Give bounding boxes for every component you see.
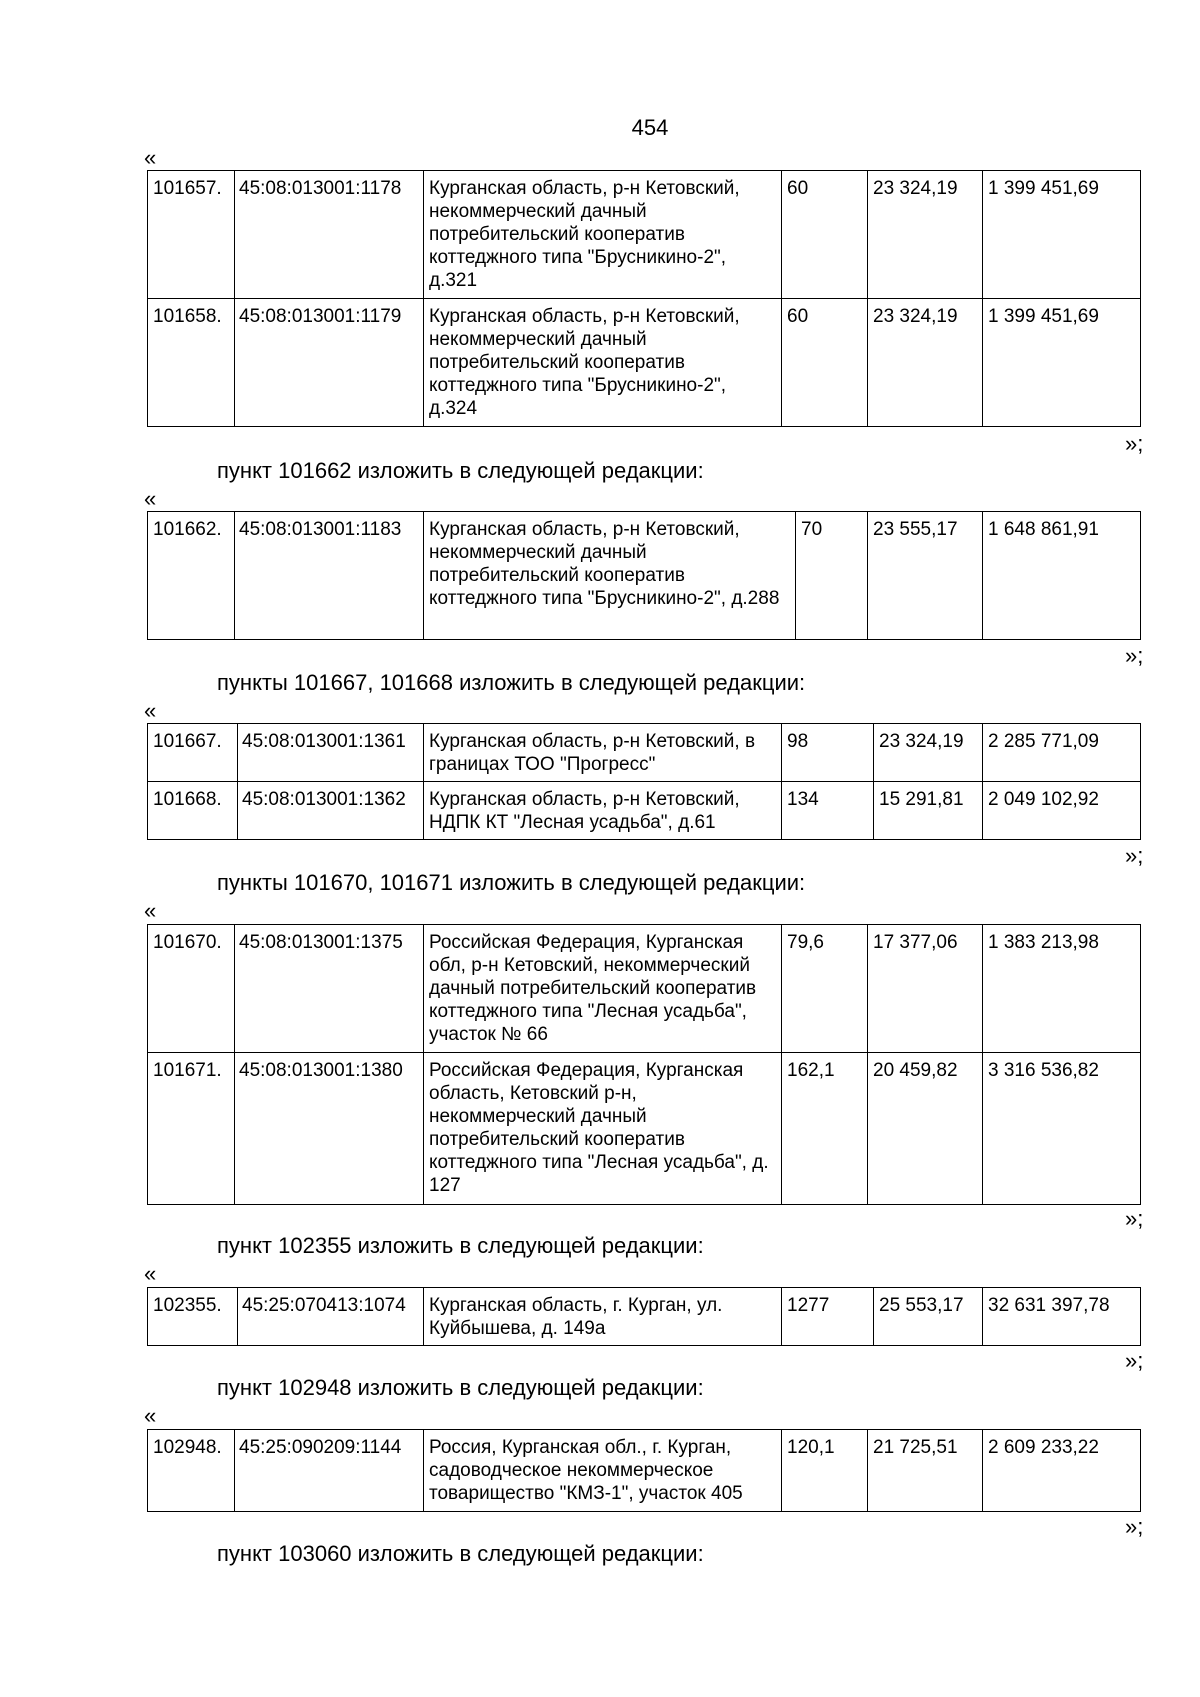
amendment-instruction: пункты 101670, 101671 изложить в следующей редакции:	[217, 870, 806, 895]
unit-value: 15 291,81	[874, 782, 983, 840]
cadastral-number: 45:08:013001:1375	[235, 925, 424, 1053]
item-number: 102948.	[148, 1430, 235, 1512]
area: 98	[782, 724, 874, 782]
total-value: 2 609 233,22	[983, 1430, 1141, 1512]
item-number: 101668.	[148, 782, 238, 840]
item-number: 101667.	[148, 724, 238, 782]
total-value: 32 631 397,78	[983, 1288, 1141, 1346]
amendment-instruction: пункты 101667, 101668 изложить в следующей редакции:	[217, 670, 806, 695]
area: 120,1	[782, 1430, 868, 1512]
address: Курганская область, р-н Кетовский, НДПК КТ "Лесная усадьба", д.61	[424, 782, 782, 840]
item-number: 102355.	[148, 1288, 238, 1346]
address: Курганская область, р-н Кетовский, некоммерческий дачный потребительский кооператив коттеджного типа "Брусникино-2", д.288	[424, 512, 796, 640]
close-quote: »;	[1125, 643, 1144, 668]
table-row	[148, 925, 1141, 1053]
open-quote: «	[144, 898, 157, 923]
table-row	[148, 782, 1141, 840]
open-quote: «	[144, 1261, 157, 1286]
cadastral-number: 45:25:070413:1074	[238, 1288, 424, 1346]
address: Россия, Курганская обл., г. Курган, садоводческое некоммерческое товарищество "КМЗ-1", участок 405	[424, 1430, 782, 1512]
registry-table	[147, 1429, 1141, 1512]
page-number: 454	[631, 115, 669, 140]
table-row	[148, 1430, 1141, 1512]
open-quote: «	[144, 1403, 157, 1428]
area: 60	[782, 299, 868, 427]
table-row	[148, 171, 1141, 299]
total-value: 1 399 451,69	[983, 299, 1141, 427]
registry-table	[147, 170, 1141, 427]
open-quote: «	[144, 486, 157, 511]
total-value: 2 285 771,09	[983, 724, 1141, 782]
cadastral-number: 45:25:090209:1144	[235, 1430, 424, 1512]
area: 162,1	[782, 1053, 868, 1205]
area: 70	[796, 512, 868, 640]
cadastral-number: 45:08:013001:1179	[235, 299, 424, 427]
area: 134	[782, 782, 874, 840]
amendment-instruction: пункт 102355 изложить в следующей редакции:	[217, 1233, 704, 1258]
address: Курганская область, р-н Кетовский, некоммерческий дачный потребительский кооператив коттеджного типа "Брусникино-2", д.321	[424, 171, 782, 299]
unit-value: 25 553,17	[874, 1288, 983, 1346]
unit-value: 21 725,51	[868, 1430, 983, 1512]
address: Курганская область, г. Курган, ул. Куйбышева, д. 149а	[424, 1288, 782, 1346]
area: 60	[782, 171, 868, 299]
registry-table	[147, 1287, 1141, 1346]
close-quote: »;	[1125, 431, 1144, 456]
unit-value: 20 459,82	[868, 1053, 983, 1205]
amendment-instruction: пункт 103060 изложить в следующей редакции:	[217, 1541, 704, 1566]
close-quote: »;	[1125, 1348, 1144, 1373]
item-number: 101671.	[148, 1053, 235, 1205]
unit-value: 23 324,19	[868, 171, 983, 299]
table-row	[148, 512, 1141, 640]
registry-table	[147, 723, 1141, 840]
cadastral-number: 45:08:013001:1178	[235, 171, 424, 299]
unit-value: 23 324,19	[874, 724, 983, 782]
address: Российская Федерация, Курганская область, Кетовский р-н, некоммерческий дачный потребительский кооператив коттеджного типа "Лесная усадьба", д. 127	[424, 1053, 782, 1205]
close-quote: »;	[1125, 1206, 1144, 1231]
cadastral-number: 45:08:013001:1361	[238, 724, 424, 782]
amendment-instruction: пункт 101662 изложить в следующей редакции:	[217, 458, 704, 483]
table-row	[148, 299, 1141, 427]
cadastral-number: 45:08:013001:1362	[238, 782, 424, 840]
unit-value: 23 324,19	[868, 299, 983, 427]
item-number: 101657.	[148, 171, 235, 299]
close-quote: »;	[1125, 843, 1144, 868]
total-value: 2 049 102,92	[983, 782, 1141, 840]
address: Курганская область, р-н Кетовский, в границах ТОО "Прогресс"	[424, 724, 782, 782]
address: Курганская область, р-н Кетовский, некоммерческий дачный потребительский кооператив коттеджного типа "Брусникино-2", д.324	[424, 299, 782, 427]
open-quote: «	[144, 698, 157, 723]
table-row	[148, 1053, 1141, 1205]
unit-value: 17 377,06	[868, 925, 983, 1053]
item-number: 101658.	[148, 299, 235, 427]
address: Российская Федерация, Курганская обл, р-н Кетовский, некоммерческий дачный потребительский кооператив коттеджного типа "Лесная усадьба", участок № 66	[424, 925, 782, 1053]
cadastral-number: 45:08:013001:1183	[235, 512, 424, 640]
total-value: 1 648 861,91	[983, 512, 1141, 640]
amendment-instruction: пункт 102948 изложить в следующей редакции:	[217, 1375, 704, 1400]
item-number: 101662.	[148, 512, 235, 640]
area: 79,6	[782, 925, 868, 1053]
total-value: 1 383 213,98	[983, 925, 1141, 1053]
area: 1277	[782, 1288, 874, 1346]
total-value: 3 316 536,82	[983, 1053, 1141, 1205]
unit-value: 23 555,17	[868, 512, 983, 640]
open-quote: «	[144, 145, 157, 170]
table-row	[148, 724, 1141, 782]
item-number: 101670.	[148, 925, 235, 1053]
total-value: 1 399 451,69	[983, 171, 1141, 299]
cadastral-number: 45:08:013001:1380	[235, 1053, 424, 1205]
registry-table	[147, 511, 1141, 640]
close-quote: »;	[1125, 1514, 1144, 1539]
registry-table	[147, 924, 1141, 1205]
table-row	[148, 1288, 1141, 1346]
